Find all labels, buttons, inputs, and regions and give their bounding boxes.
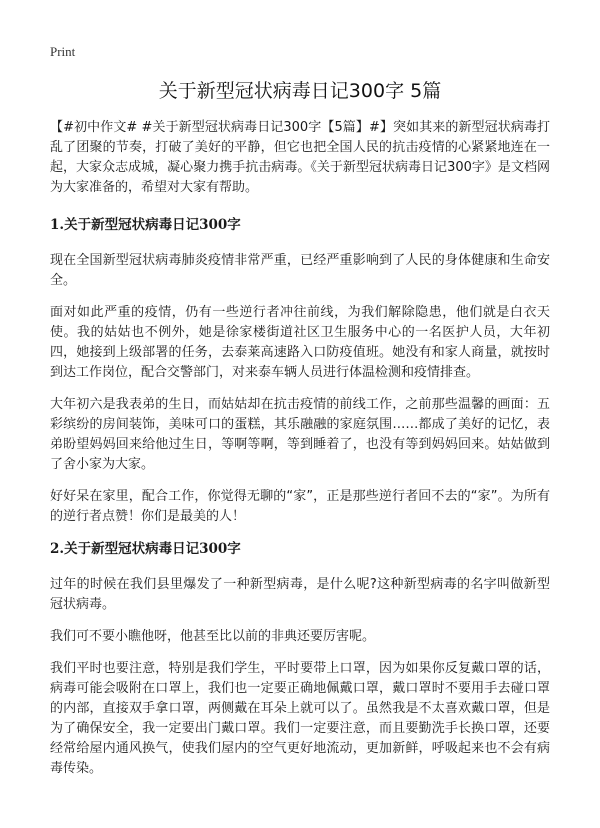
section-1-paragraph-3: 大年初六是我表弟的生日，而姑姑却在抗击疫情的前线工作，之前那些温馨的画面：五彩缤纷的房间装饰，美味可口的蛋糕，其乐融融的家庭氛围……都成了美好的记忆，表弟盼望妈妈回来给他过生日，等啊等啊，等到睡着了，也没有等到妈妈回来。姑姑做到了舍小家为大家。 (50, 397, 550, 472)
section-1-paragraph-4: 好好呆在家里，配合工作，你觉得无聊的“家”，正是那些逆行者回不去的“家”。为所有的逆行者点赞！你们是最美的人！ (50, 489, 550, 524)
section-heading-2: 2.关于新型冠状病毒日记300字 (50, 541, 241, 557)
section-2-paragraph-1: 过年的时候在我们县里爆发了一种新型病毒，是什么呢?这种新型病毒的名字叫做新型冠状病毒。 (50, 577, 550, 612)
section-2-paragraph-3: 我们平时也要注意，特别是我们学生，平时要带上口罩，因为如果你反复戴口罩的话，病毒可能会吸附在口罩上，我们也一定要正确地佩戴口罩，戴口罩时不要用手去碰口罩的内部，直接双手拿口罩，两侧戴在耳朵上就可以了。虽然我是不太喜欢戴口罩，但是为了确保安全，我一定要出门戴口罩。我们一定要注意，而且要勤洗手长换口罩，还要经常给屋内通风换气，使我们屋内的空气更好地流动，更加新鲜，呼吸起来也不会有病毒传染。 (50, 661, 550, 776)
section-heading-1: 1.关于新型冠状病毒日记300字 (50, 217, 241, 233)
print-label: Print (50, 44, 76, 59)
document-title: 关于新型冠状病毒日记300字 5篇 (158, 80, 442, 102)
section-1-paragraph-1: 现在全国新型冠状病毒肺炎疫情非常严重，已经严重影响到了人民的身体健康和生命安全。 (50, 253, 550, 288)
section-2-paragraph-2: 我们可不要小瞧他呀，他甚至比以前的非典还要厉害呢。 (50, 629, 376, 644)
intro-paragraph: 【#初中作文# #关于新型冠状病毒日记300字【5篇】#】突如其来的新型冠状病毒打乱了团聚的节奏，打破了美好的平静，但它也把全国人民的抗击疫情的心紧紧地连在一起，大家众志成城，凝心聚力携手抗击病毒。《关于新型冠状病毒日记300字》是文档网为大家准备的，希望对大家有帮助。 (50, 120, 550, 195)
section-1-paragraph-2: 面对如此严重的疫情，仍有一些逆行者冲往前线，为我们解除隐患，他们就是白衣天使。我的姑姑也不例外，她是徐家楼街道社区卫生服务中心的一名医护人员，大年初四，她接到上级部署的任务，去泰莱高速路入口防疫值班。她没有和家人商量，就按时到达工作岗位，配合交警部门，对来泰车辆人员进行体温检测和疫情排查。 (50, 305, 550, 380)
document-body (50, 118, 550, 791)
